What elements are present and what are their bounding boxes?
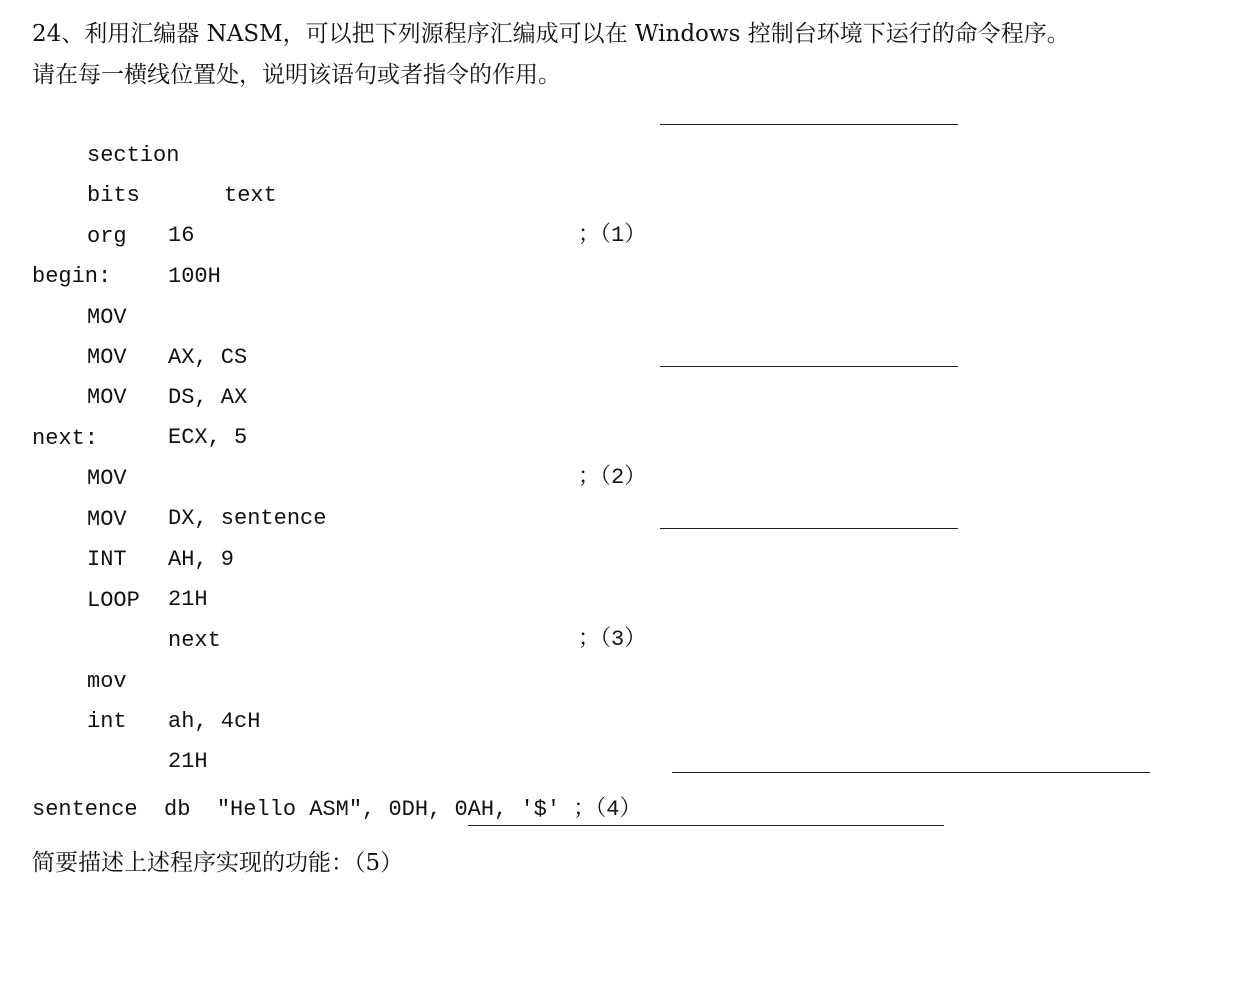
comment-marker-3: ；（3）: [578, 627, 647, 652]
mnemonic: int: [87, 709, 127, 734]
answer-blank-3: [660, 528, 958, 529]
answer-blank-2: [660, 366, 958, 367]
operand: 21H: [168, 587, 208, 612]
mnemonic: bits: [87, 183, 140, 208]
answer-blank-1: [660, 124, 958, 125]
answer-blank-4: [672, 772, 1150, 773]
mnemonic: MOV: [87, 305, 127, 330]
label: begin:: [32, 264, 112, 289]
data-definition-line: [0, 738, 1235, 822]
summary-prompt: 简要描述上述程序实现的功能：（5）: [32, 850, 404, 876]
data-definition-text: sentence db "Hello ASM", 0DH, 0AH, '$' ；（4）: [32, 797, 642, 822]
operand: 21H: [168, 749, 208, 774]
mnemonic: mov: [87, 669, 127, 694]
operand: 100H: [168, 264, 221, 289]
code-line-5: [0, 258, 1235, 370]
mnemonic: LOOP: [87, 588, 140, 613]
mnemonic: MOV: [87, 466, 127, 491]
operand: DS, AX: [168, 385, 248, 410]
comment-marker-2: ；（2）: [578, 465, 647, 490]
question-line-1: 24、利用汇编器 NASM，可以把下列源程序汇编成可以在 Windows 控制台环境下运行的命令程序。: [32, 21, 1070, 47]
mnemonic: MOV: [87, 345, 127, 370]
code-line-9: [0, 419, 1235, 531]
operand: AX, CS: [168, 345, 248, 370]
question-line-2: 请在每一横线位置处，说明该语句或者指令的作用。: [32, 62, 561, 88]
operand: ah, 4cH: [168, 709, 261, 734]
mnemonic: MOV: [87, 507, 127, 532]
mnemonic: section: [87, 143, 180, 168]
operand: text: [224, 183, 277, 208]
operand: 16: [168, 223, 195, 248]
operand: AH, 9: [168, 547, 235, 572]
mnemonic: INT: [87, 547, 127, 572]
summary-line: [0, 791, 1235, 876]
mnemonic: MOV: [87, 385, 127, 410]
answer-blank-5: [468, 825, 944, 826]
mnemonic: org: [87, 224, 127, 249]
operand: next: [168, 628, 221, 653]
operand: ECX, 5: [168, 425, 248, 450]
operand: DX, sentence: [168, 506, 327, 531]
comment-marker-1: ；（1）: [578, 223, 647, 248]
label: next:: [32, 426, 99, 451]
